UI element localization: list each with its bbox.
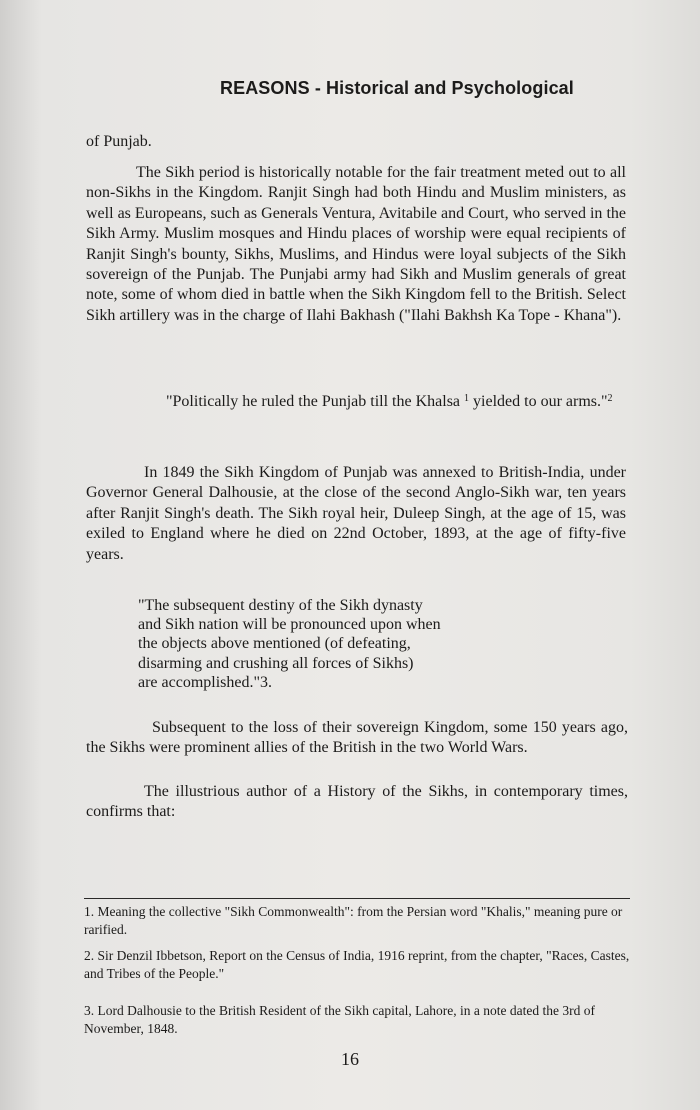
quote-line: the objects above mentioned (of defeating, bbox=[138, 635, 411, 653]
page-number: 16 bbox=[341, 1049, 359, 1069]
quote-line: are accomplished."3. bbox=[138, 673, 273, 691]
quote-line: disarming and crushing all forces of Sikhs) bbox=[138, 654, 414, 672]
quote-text-end: yielded to our arms." bbox=[473, 393, 608, 410]
paragraph-annexation: In 1849 the Sikh Kingdom of Punjab was annexed to British-India, under Governor General Dalhousie, at the close of the second Anglo-Sikh war, ten years after Ranjit Singh's death. The Sikh royal heir, Duleep Singh, at the age of 15, was exiled to England where he died on 22nd October, 1893, at the age of fifty-five years. bbox=[86, 464, 626, 563]
quote-line: "The subsequent destiny of the Sikh dynasty bbox=[138, 597, 423, 614]
running-heading: REASONS - Historical and Psychological bbox=[220, 78, 574, 98]
footnote-1: 1. Meaning the collective "Sikh Commonwealth": from the Persian word "Khalis," meaning pure or rarified. bbox=[84, 904, 623, 937]
paragraph-sikh-period: The Sikh period is historically notable for the fair treatment meted out to all non-Sikhs in the Kingdom. Ranjit Singh had both Hindu and Muslim ministers, as well as Europeans, such as Generals Ventura, Avitabile and Court, who served in the Sikh Army. Muslim mosques and Hindu places of worship were equal recipients of Ranjit Singh's bounty, Sikhs, Muslims, and Hindus were loyal subjects of the Sikh sovereign of the Punjab. The Punjabi army had Sikh and Muslim generals of great note, some of whom died in battle when the Sikh Kingdom fell to the British. Select Sikh artillery was in the charge of Ilahi Bakhash ("Ilahi Bakhsh Ka Tope - Khana"). bbox=[86, 164, 626, 324]
footnote-ref-2: 2 bbox=[607, 393, 613, 404]
paragraph-history-author: The illustrious author of a History of the Sikhs, in contemporary times, confirms that: bbox=[86, 783, 628, 821]
quote-text-start: "Politically he ruled the Punjab till the Khalsa bbox=[166, 393, 461, 410]
quote-line: and Sikh nation will be pronounced upon when bbox=[138, 616, 441, 634]
footnote-3: 3. Lord Dalhousie to the British Resident of the Sikh capital, Lahore, in a note dated the 3rd of November, 1848. bbox=[84, 1003, 596, 1036]
paragraph-political-quote bbox=[86, 392, 626, 412]
footnote-2: 2. Sir Denzil Ibbetson, Report on the Census of India, 1916 reprint, from the chapter, "Races, Castes, and Tribes of the People." bbox=[84, 948, 630, 981]
footnote-ref-1: 1 bbox=[464, 393, 470, 404]
paragraph-world-wars: Subsequent to the loss of their sovereign Kingdom, some 150 years ago, the Sikhs were prominent allies of the British in the two World Wars. bbox=[86, 719, 628, 757]
block-quote bbox=[138, 596, 510, 692]
footnote-divider bbox=[84, 898, 630, 899]
paragraph-continuation: of Punjab. bbox=[86, 133, 152, 150]
